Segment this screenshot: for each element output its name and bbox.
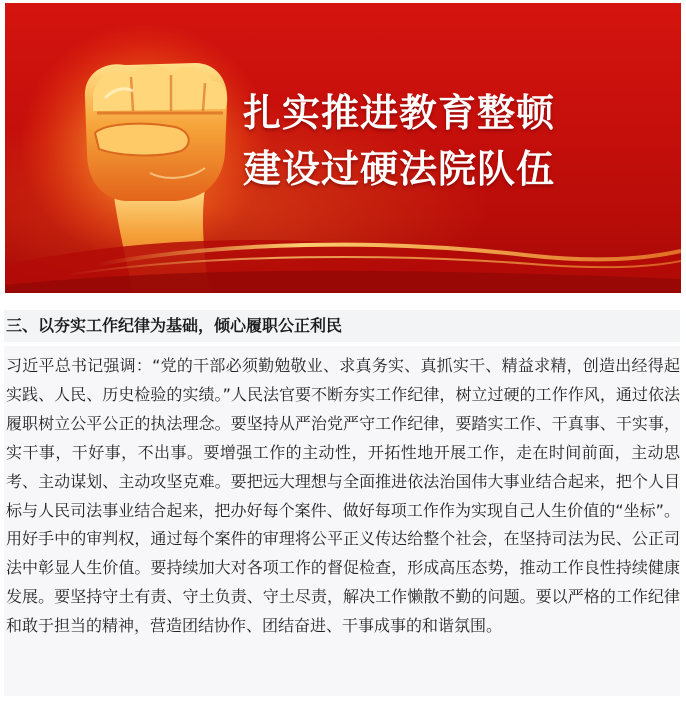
banner-title-line-2: 建设过硬法院队伍 bbox=[243, 147, 556, 191]
banner-title-line-1: 扎实推进教育整顿 bbox=[243, 91, 556, 135]
body-paragraph: 习近平总书记强调：“党的干部必须勤勉敬业、求真务实、真抓实干、精益求精，创造出经得起实践、人民、历史检验的实绩。”人民法官要不断夯实工作纪律，树立过硬的工作作风，通过依法履职树立公平公正的执法理念。要坚持从严治党严守工作纪律，要踏实工作、干真事、干实事，实干事，干好事，不出事。要增强工作的主动性，开拓性地开展工作，走在时间前面，主动思考、主动谋划、主动攻坚克难。要把远大理想与全面推进依法治国伟大事业结合起来，把个人目标与人民司法事业结合起来，把办好每个案件、做好每项工作作为实现自己人生价值的“坐标”。用好手中的审判权，通过每个案件的审理将公平正义传达给整个社会，在坚持司法为民、公正司法中彰显人生价值。要持续加大对各项工作的督促检查，形成高压态势，推动工作良性持续健康发展。要坚持守土有责、守土负责、守土尽责，解决工作懒散不勤的问题。要以严格的工作纪律和敢于担当的精神，营造团结协作、团结奋进、干事成事的和谐氛围。 bbox=[4, 346, 680, 696]
banner-image bbox=[5, 3, 681, 293]
banner-title bbox=[243, 85, 555, 197]
section-heading: 三、以夯实工作纪律为基础，倾心履职公正利民 bbox=[4, 310, 680, 342]
